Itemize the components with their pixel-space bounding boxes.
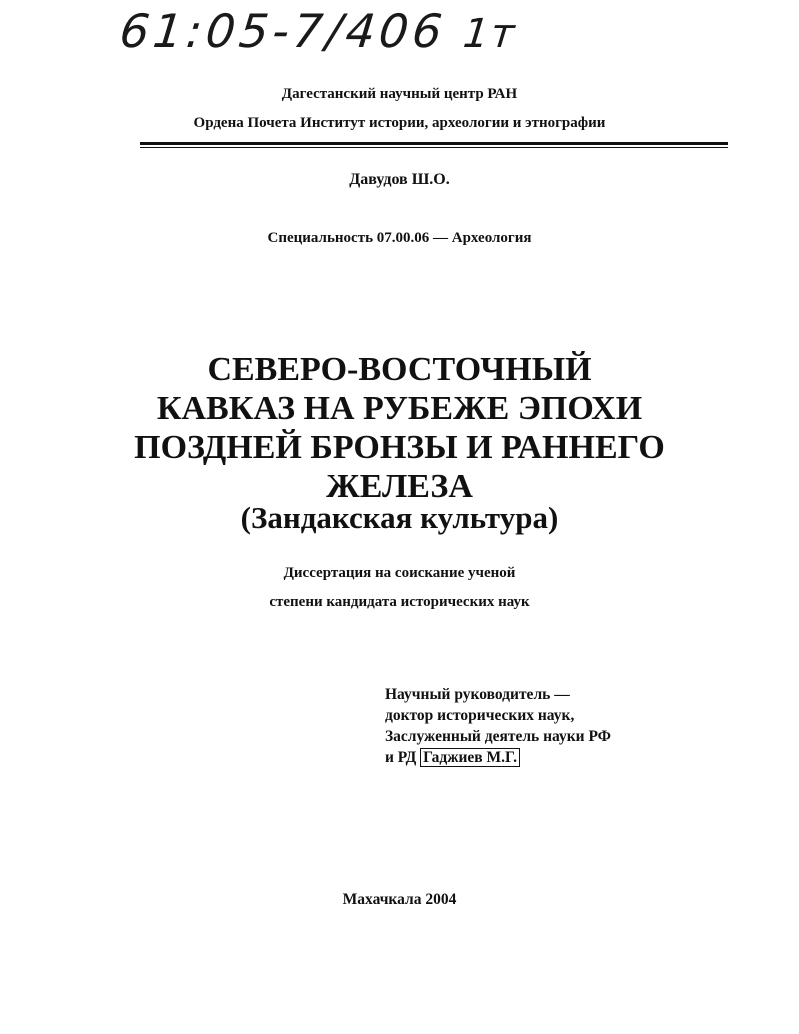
supervisor-line-1: Научный руководитель — bbox=[385, 686, 570, 703]
specialty: Специальность 07.00.06 — Археология bbox=[267, 230, 532, 246]
archive-code-suffix: 1т bbox=[461, 11, 519, 57]
author-name: Давудов Ш.О. bbox=[349, 171, 450, 188]
title-line-3: ПОЗДНЕЙ БРОНЗЫ И РАННЕГО bbox=[134, 429, 665, 466]
title-line-2: КАВКАЗ НА РУБЕЖЕ ЭПОХИ bbox=[156, 390, 643, 427]
title-line-4: ЖЕЛЕЗА bbox=[326, 468, 473, 505]
dissertation-title bbox=[0, 350, 799, 506]
archive-code-main: 61:05-7/406 bbox=[117, 4, 449, 58]
institution-line-1: Дагестанский научный центр РАН bbox=[281, 86, 518, 102]
dissertation-subtitle: (Зандакская культура) bbox=[240, 500, 559, 535]
header-divider-thick bbox=[140, 142, 728, 145]
supervisor-line-3: Заслуженный деятель науки РФ bbox=[385, 728, 611, 745]
title-line-1: СЕВЕРО-ВОСТОЧНЫЙ bbox=[207, 351, 592, 388]
dissertation-degree-line-1: Диссертация на соискание ученой bbox=[283, 565, 516, 581]
institution-line-2: Ордена Почета Институт истории, археологии и этнографии bbox=[193, 115, 606, 131]
place-and-year: Махачкала 2004 bbox=[342, 891, 457, 908]
supervisor-line-2: доктор исторических наук, bbox=[385, 707, 575, 724]
archive-code-handwritten bbox=[117, 4, 519, 58]
supervisor-line-4 bbox=[385, 747, 611, 768]
supervisor-block bbox=[385, 684, 611, 768]
supervisor-line-4-prefix: и РД bbox=[385, 749, 417, 766]
header-divider-thin bbox=[140, 147, 728, 148]
supervisor-name: Гаджиев М.Г. bbox=[420, 748, 520, 767]
dissertation-degree-line-2: степени кандидата исторических наук bbox=[269, 594, 530, 610]
